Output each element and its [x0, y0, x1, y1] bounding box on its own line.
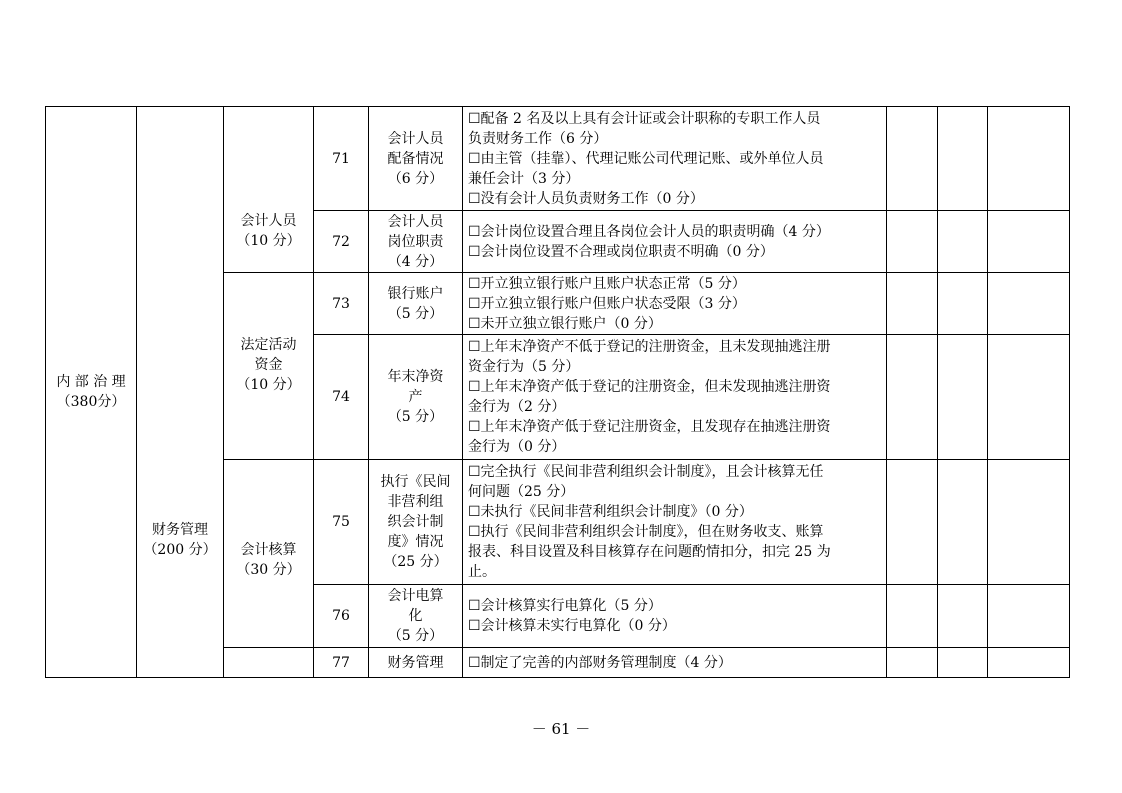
criteria-line: ☐执行《民间非营利组织会计制度》，但在财务收支、账算 [468, 524, 824, 540]
item-title [369, 107, 463, 211]
level3-name: 资金 [254, 357, 283, 373]
criteria-line: ☐会计核算实行电算化（5 分） [468, 598, 662, 614]
blank-score-cell [887, 585, 938, 648]
item-number: 73 [314, 273, 369, 335]
item-title [369, 335, 463, 460]
item-title [369, 648, 463, 678]
criteria-line: 资金行为（5 分） [468, 359, 580, 375]
item-criteria [463, 273, 887, 335]
blank-score-cell [988, 585, 1070, 648]
blank-score-cell [887, 273, 938, 335]
page-number: － 61 － [531, 720, 591, 738]
item-criteria [463, 211, 887, 273]
criteria-line: 报表、科目设置及科目核算存在问题酌情扣分，扣完 25 为 [468, 544, 831, 560]
blank-score-cell [988, 211, 1070, 273]
item-criteria [463, 648, 887, 678]
blank-score-cell [938, 335, 988, 460]
blank-score-cell [938, 107, 988, 211]
level3-score: （10 分） [236, 377, 301, 393]
item-number: 71 [314, 107, 369, 211]
item-title-line: 岗位职责 [387, 233, 444, 250]
item-title-line: 会计电算 [387, 588, 444, 604]
criteria-line: 何问题（25 分） [468, 484, 575, 500]
item-title-line: （5 分） [387, 409, 444, 425]
item-title-line: （25 分） [383, 554, 448, 570]
blank-score-cell [887, 648, 938, 678]
criteria-line: ☐开立独立银行账户且账户状态正常（5 分） [468, 275, 746, 292]
criteria-line: ☐上年末净资产低于登记的注册资金，但未发现抽逃注册资 [468, 379, 831, 395]
level3-name: 会计人员 [240, 213, 297, 229]
level1-name: 内 部 治 理 [56, 374, 126, 390]
criteria-line: ☐上年末净资产低于登记注册资金，且发现存在抽逃注册资 [468, 419, 831, 435]
blank-score-cell [938, 211, 988, 273]
level3-name: 法定活动 [240, 337, 297, 353]
blank-score-cell [988, 460, 1070, 585]
blank-score-cell [938, 585, 988, 648]
item-criteria [463, 460, 887, 585]
item-title-line: 会计人员 [387, 213, 444, 230]
blank-score-cell [988, 335, 1070, 460]
item-title [369, 273, 463, 335]
blank-score-cell [938, 460, 988, 585]
item-title-line: 度》情况 [387, 534, 444, 550]
criteria-line: ☐会计岗位设置不合理或岗位职责不明确（0 分） [468, 243, 774, 260]
blank-score-cell [988, 273, 1070, 335]
item-title-line: 年末净资 [387, 369, 444, 385]
level2-cell [137, 107, 224, 678]
criteria-line: ☐开立独立银行账户但账户状态受限（3 分） [468, 295, 746, 312]
level1-cell [46, 107, 137, 678]
criteria-line: 金行为（0 分） [468, 439, 566, 455]
item-number: 72 [314, 211, 369, 273]
level3-cell-empty [224, 648, 314, 678]
blank-score-cell [887, 211, 938, 273]
blank-score-cell [887, 335, 938, 460]
blank-score-cell [988, 107, 1070, 211]
criteria-line: ☐由主管（挂靠）、代理记账公司代理记账、或外单位人员 [468, 150, 824, 167]
level3-cell-accounting-staff [224, 107, 314, 273]
level3-score: （10 分） [236, 233, 301, 249]
level2-name: 财务管理 [152, 522, 208, 538]
item-criteria [463, 585, 887, 648]
item-title-line: （5 分） [387, 305, 444, 322]
level3-cell-accounting [224, 460, 314, 648]
item-criteria [463, 335, 887, 460]
criteria-line: ☐会计岗位设置合理且各岗位会计人员的职责明确（4 分） [468, 223, 830, 240]
blank-score-cell [938, 648, 988, 678]
criteria-line: ☐未开立独立银行账户（0 分） [468, 315, 662, 332]
table-row [46, 107, 1070, 211]
criteria-line: ☐上年末净资产不低于登记的注册资金，且未发现抽逃注册 [468, 339, 831, 355]
item-title-line: （5 分） [387, 628, 444, 644]
blank-score-cell [988, 648, 1070, 678]
item-title-line: 产 [408, 389, 423, 405]
item-number: 75 [314, 460, 369, 585]
level3-name: 会计核算 [240, 542, 297, 558]
criteria-line: ☐制定了完善的内部财务管理制度（4 分） [468, 654, 732, 671]
item-title-line: 银行账户 [387, 285, 444, 302]
level3-cell-statutory-funds [224, 273, 314, 460]
blank-score-cell [887, 460, 938, 585]
item-number: 77 [314, 648, 369, 678]
item-title-line: 化 [408, 608, 423, 624]
criteria-line: ☐未执行《民间非营利组织会计制度》（0 分） [468, 504, 753, 520]
criteria-line: ☐没有会计人员负责财务工作（0 分） [468, 190, 704, 207]
item-title-line: 执行《民间 [380, 474, 451, 490]
criteria-line: ☐配备 2 名及以上具有会计证或会计职称的专职工作人员 [468, 110, 821, 127]
item-title-line: 非营利组 [387, 494, 444, 510]
item-title [369, 211, 463, 273]
item-title [369, 460, 463, 585]
item-title-line: 配备情况 [387, 150, 444, 167]
item-title [369, 585, 463, 648]
item-title-line: （4 分） [387, 253, 444, 270]
item-number: 76 [314, 585, 369, 648]
criteria-line: ☐会计核算未实行电算化（0 分） [468, 618, 676, 634]
criteria-line: ☐完全执行《民间非营利组织会计制度》，且会计核算无任 [468, 464, 824, 480]
item-title-line: 织会计制 [387, 514, 444, 530]
criteria-line: 止。 [468, 564, 496, 580]
evaluation-table [45, 106, 1070, 678]
item-title-line: 会计人员 [387, 130, 444, 147]
level2-score: （200 分） [143, 542, 217, 558]
criteria-line: 兼任会计（3 分） [468, 170, 580, 187]
criteria-line: 负责财务工作（6 分） [468, 130, 608, 147]
item-criteria [463, 107, 887, 211]
level3-score: （30 分） [236, 562, 301, 578]
blank-score-cell [938, 273, 988, 335]
criteria-line: 金行为（2 分） [468, 399, 566, 415]
item-title-line: （6 分） [387, 170, 444, 187]
blank-score-cell [887, 107, 938, 211]
item-title-line: 财务管理 [387, 654, 444, 671]
item-number: 74 [314, 335, 369, 460]
level1-score: （380分） [56, 394, 126, 410]
